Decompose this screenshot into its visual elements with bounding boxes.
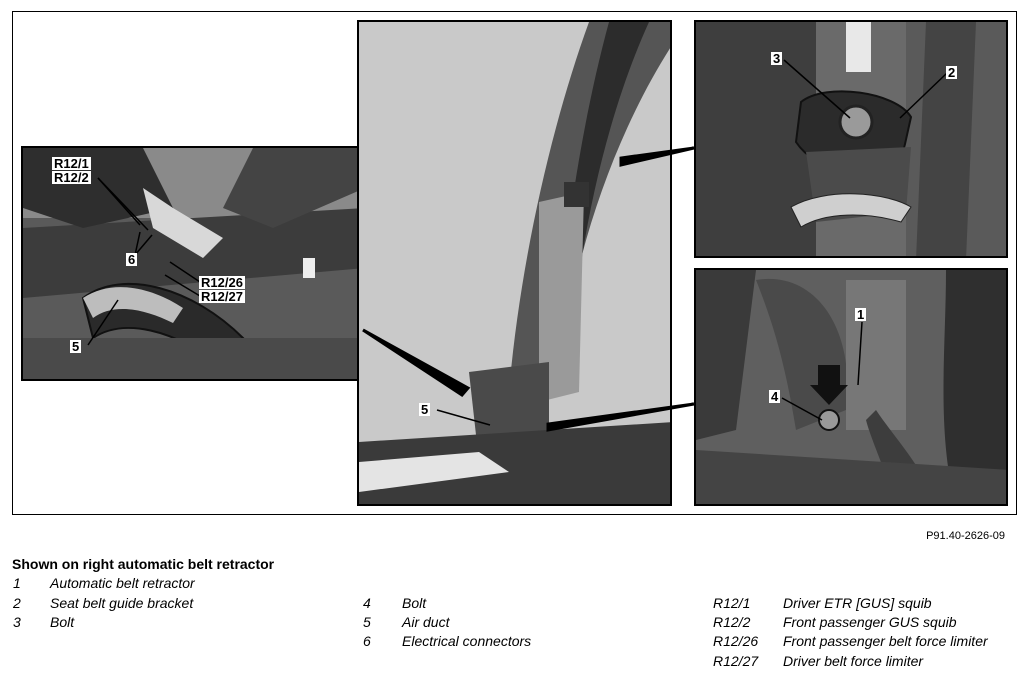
legend-text: Driver belt force limiter: [783, 653, 924, 669]
guide-bracket-photo: [696, 22, 1008, 258]
legend-num: 1: [13, 575, 21, 591]
legend-num: 5: [363, 614, 371, 630]
callout-6: 6: [128, 252, 136, 267]
legend-num: 2: [13, 595, 21, 611]
callout-2: 2: [948, 65, 956, 80]
legend-num: 4: [363, 595, 371, 611]
figure-id: P91.40-2626-09: [926, 530, 1005, 542]
legend-num: R12/1: [713, 595, 751, 611]
legend-text: Front passenger GUS squib: [783, 614, 957, 630]
legend-num: 6: [363, 633, 371, 649]
callout-r12-27: R12/27: [201, 289, 243, 304]
legend-title: Shown on right automatic belt retractor: [12, 556, 275, 572]
detail-panel-guide-bracket: [694, 20, 1008, 258]
legend-num: R12/27: [713, 653, 759, 669]
callout-1: 1: [857, 307, 865, 322]
callout-r12-26: R12/26: [201, 275, 243, 290]
callout-4: 4: [771, 389, 779, 404]
legend-num: 3: [13, 614, 21, 630]
legend-text: Bolt: [402, 595, 427, 611]
callout-5-left: 5: [72, 339, 80, 354]
legend-text: Driver ETR [GUS] squib: [783, 595, 932, 611]
legend-num: R12/26: [713, 633, 759, 649]
callout-r12-1: R12/1: [54, 156, 89, 171]
overview-panel-b-pillar: [357, 20, 672, 506]
detail-panel-retractor: [694, 268, 1008, 506]
legend-text: Seat belt guide bracket: [50, 595, 194, 611]
callout-5-center: 5: [421, 402, 429, 417]
callout-r12-2: R12/2: [54, 170, 89, 185]
retractor-photo: [696, 270, 1008, 506]
b-pillar-photo: [359, 22, 672, 506]
legend-text: Front passenger belt force limiter: [783, 633, 988, 649]
legend-text: Electrical connectors: [402, 633, 532, 649]
legend-num: R12/2: [713, 614, 751, 630]
legend-text: Automatic belt retractor: [50, 575, 195, 591]
legend-text: Bolt: [50, 614, 75, 630]
legend-text: Air duct: [402, 614, 450, 630]
callout-3: 3: [773, 51, 781, 66]
